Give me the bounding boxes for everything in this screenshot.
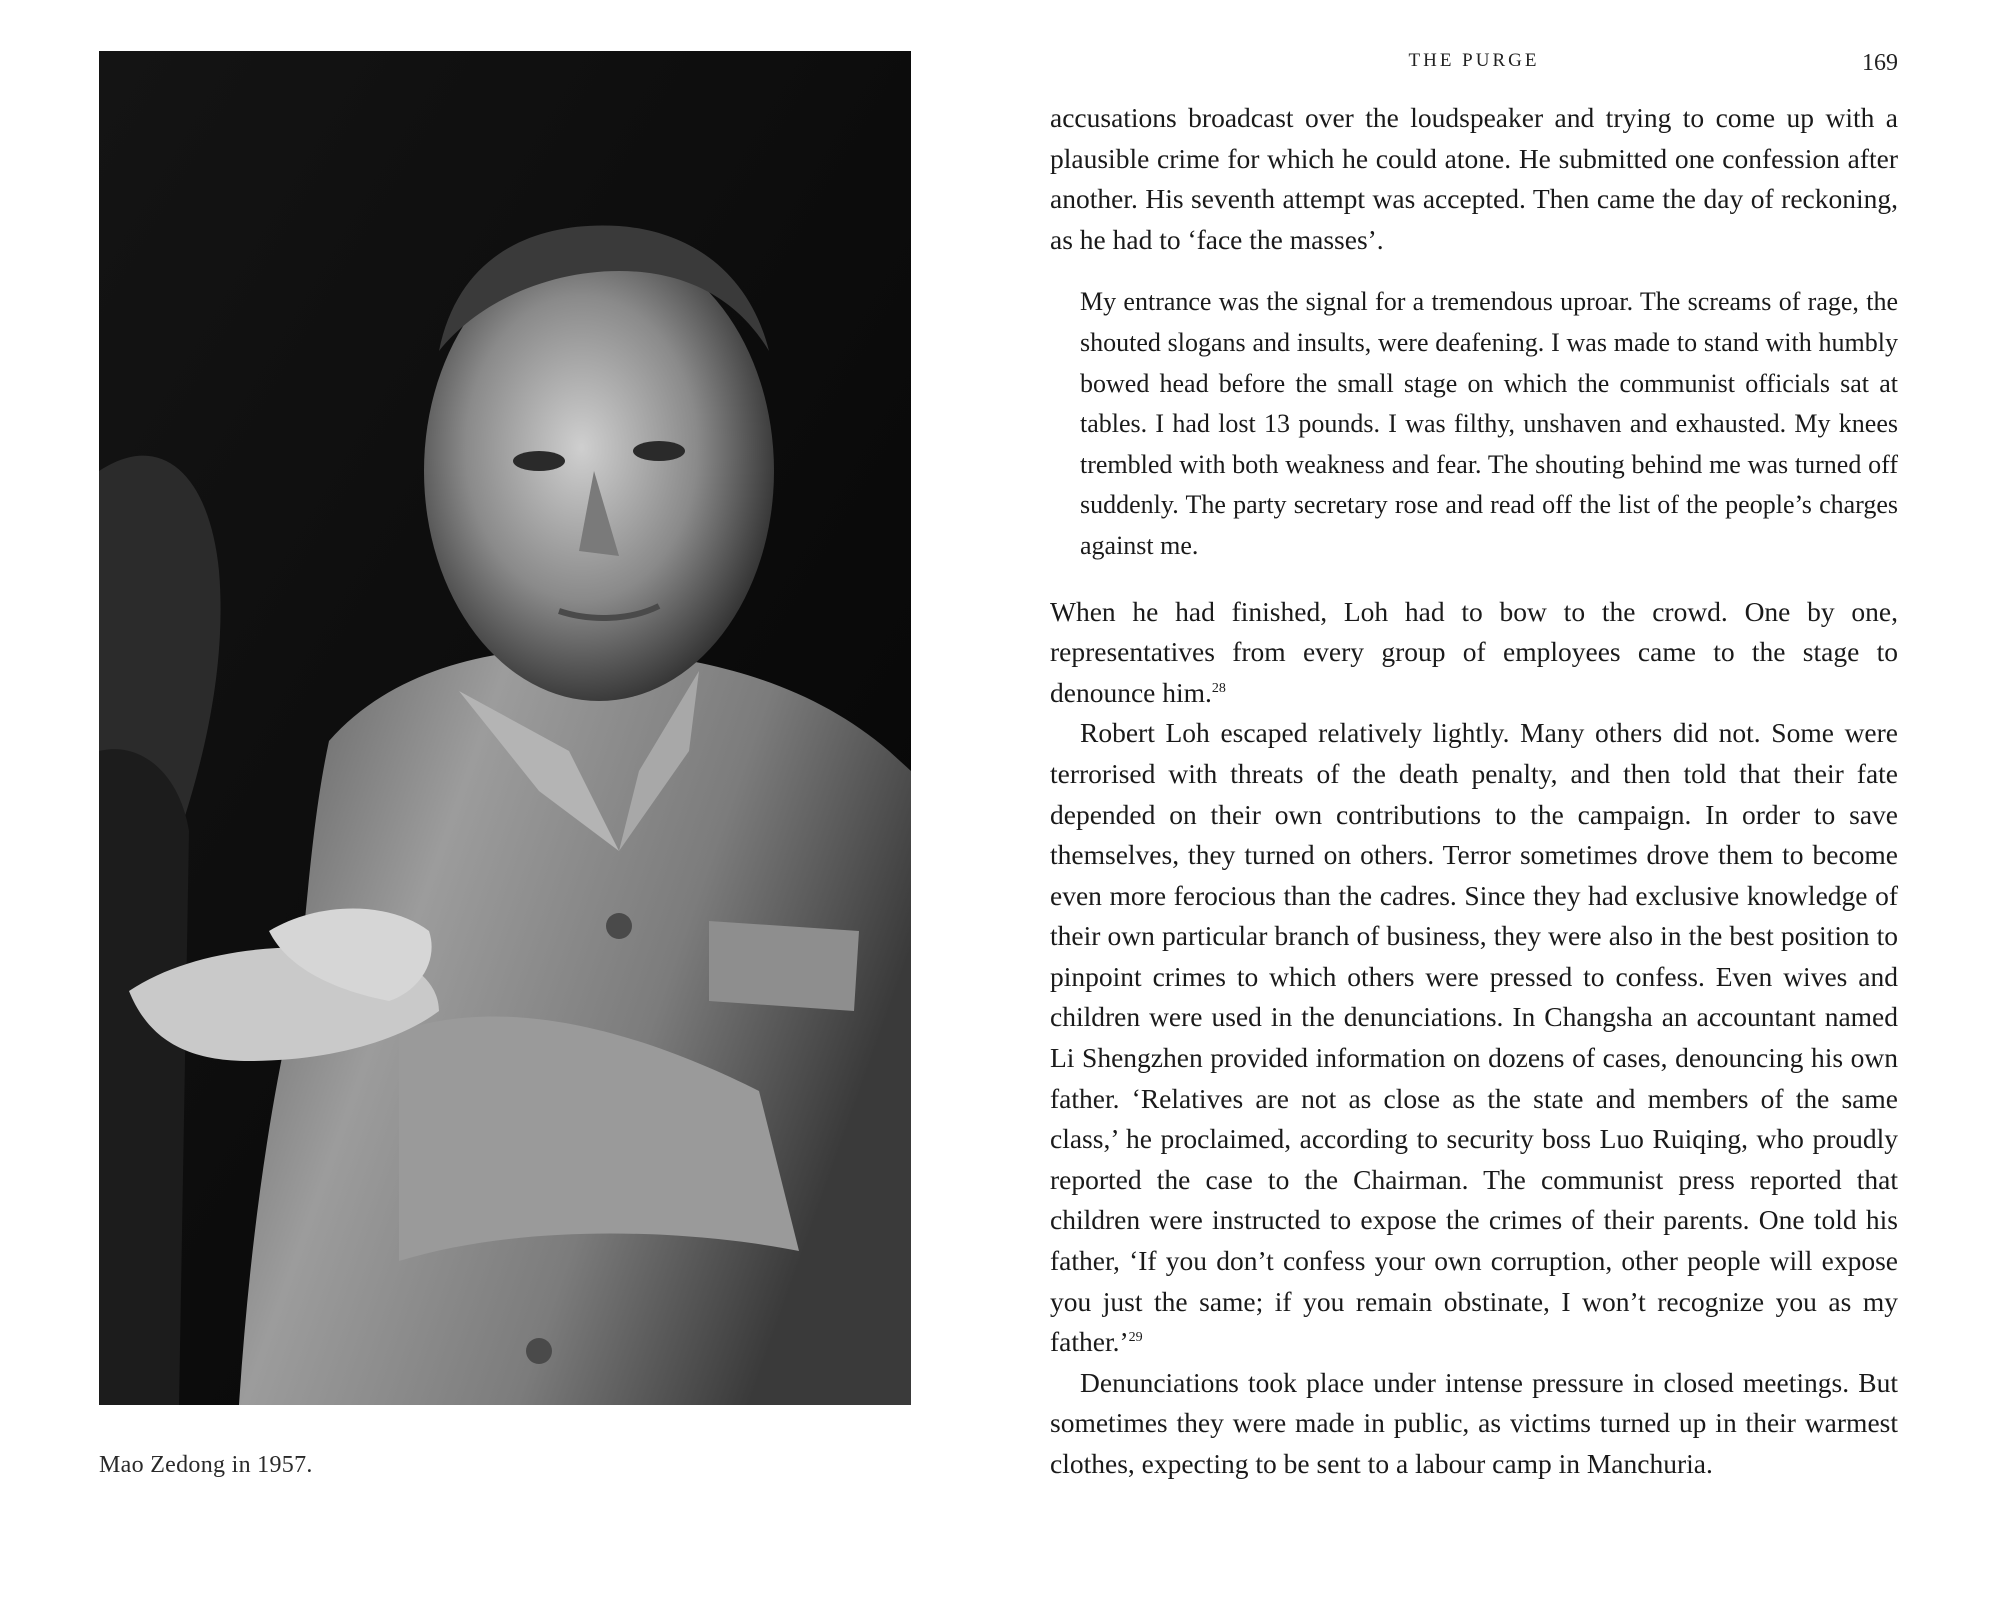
paragraph-3-text: Robert Loh escaped relatively lightly. Many others did not. Some were terrorised with threats of the death penalty, and then told that their fate depended on their own contributions to the campaign. In order to save themselves, they turned on others. Terror sometimes drove them to become even more ferocious than the cadres. Since they had exclusive knowledge of their own particular branch of business, they were also in the best position to pinpoint crimes to which others were pressed to confess. Even wives and children were used in the denunciations. In Changsha an accountant named Li Shengzhen provided information on dozens of cases, denouncing his own father. ‘Relatives are not as close as the state and members of the same class,’ he proclaimed, according to security boss Luo Ruiqing, who proudly reported the case to the Chairman. The communist press reported that children were instructed to expose the crimes of their parents. One told his father, ‘If you don’t confess your own corruption, other people will expose you just the same; if you remain obstinate, I won’t recognize you as my father.’ — [1050, 717, 1898, 1358]
running-title: THE PURGE — [1408, 50, 1540, 71]
paragraph-2-text: When he had finished, Loh had to bow to the crowd. One by one, representatives from every group of employees came to the stage to denounce him. — [1050, 595, 1898, 708]
portrait-photo — [99, 51, 911, 1405]
footnote-ref-29[interactable]: 29 — [1128, 1330, 1143, 1346]
page-number: 169 — [1862, 50, 1898, 76]
running-head — [1050, 50, 1898, 80]
footnote-ref-28[interactable]: 28 — [1211, 680, 1226, 696]
paragraph-1 — [1050, 98, 1898, 260]
portrait-image-icon — [99, 51, 911, 1405]
paragraph-4 — [1050, 1363, 1898, 1485]
paragraph-2 — [1050, 592, 1898, 714]
photo-caption: Mao Zedong in 1957. — [99, 1452, 313, 1478]
block-quote-text: My entrance was the signal for a tremendous uproar. The screams of rage, the shouted slogans and insults, were deafening. I was made to stand with humbly bowed head before the small stage on which the communist officials sat at tables. I had lost 13 pounds. I was filthy, unshaven and exhausted. My knees trembled with both weakness and fear. The shouting behind me was turned off suddenly. The party secretary rose and read off the list of the people’s charges against me. — [1080, 287, 1898, 560]
paragraph-3 — [1050, 713, 1898, 1363]
paragraph-4-text: Denunciations took place under intense pressure in closed meetings. But sometimes they were made in public, as victims turned up in their warmest clothes, expecting to be sent to a labour camp in Manchuria. — [1050, 1366, 1898, 1479]
body-text — [1050, 98, 1898, 1485]
paragraph-1-text: accusations broadcast over the loudspeaker and trying to come up with a plausible crime for which he could atone. He submitted one confession after another. His seventh attempt was accepted. Then came the day of reckoning, as he had to ‘face the masses’. — [1050, 102, 1898, 255]
block-quote — [1080, 282, 1898, 566]
right-page — [1050, 0, 1898, 1603]
